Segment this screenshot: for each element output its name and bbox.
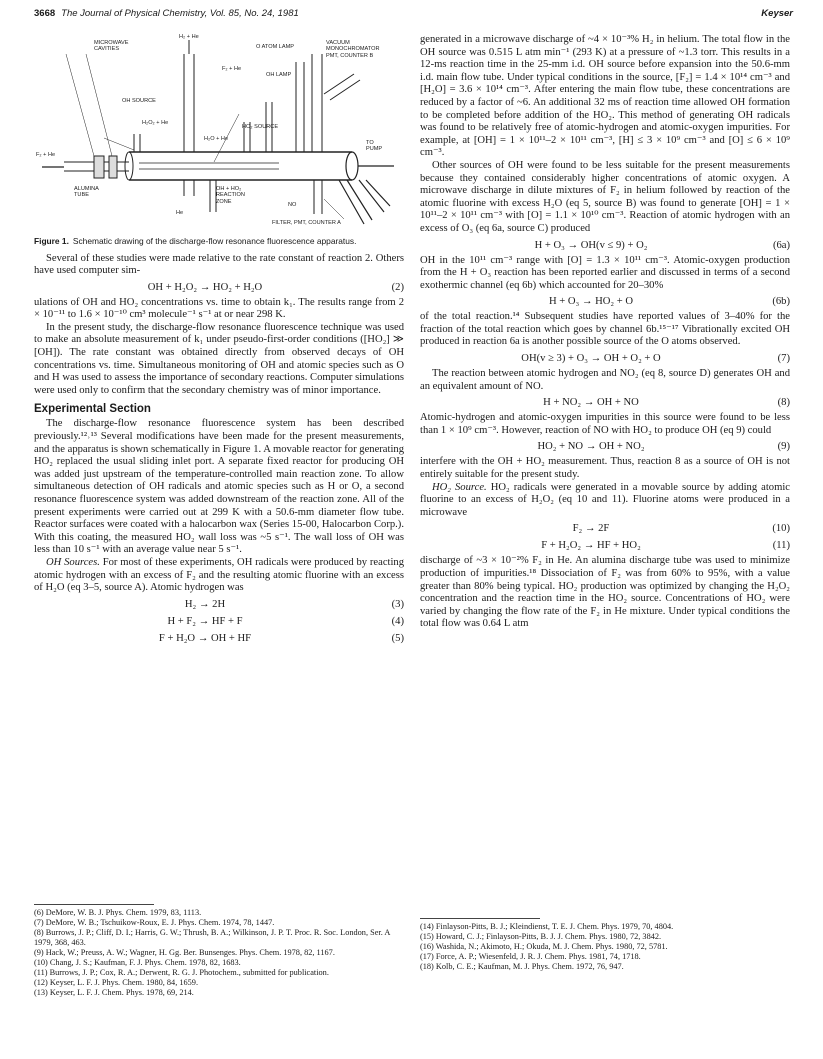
label-o-atom-lamp: O ATOM LAMP: [256, 44, 295, 50]
equation-number: (6a): [772, 239, 790, 251]
equation-text: H + NO₂ → OH + NO: [543, 397, 639, 409]
equation-4: [34, 614, 404, 629]
equation-text: H + F₂ → HF + F: [167, 615, 243, 627]
paragraph: generated in a microwave discharge of ~4 × 10⁻³% H₂ in helium. The total flow in the OH source was 0.515 L atm min⁻¹ (293 K) at a pressure of ~1.3 torr. This results in a 12-ms reaction time in the 25-mm i.d. OH source before expansion into the 50.6-mm i.d. main flow tube. Under typical conditions in the source, [F₂] = 1.4 × 10¹⁴ cm⁻³ and [H₂O] = 3.6 × 10¹⁴ cm⁻³. After entering the main flow tube, these concentrations are reduced by a factor of ~6. An additional 32 ms of reaction time allowed OH formation to be completed before addition of the HO₂. This method of generating OH radicals was found to be relatively free of atomic-hydrogen and atomic-oxygen impurities. For example, at [OH] = 1 × 10¹¹–2 × 10¹¹ cm⁻³, [H] ≤ 3 × 10⁹ cm⁻³ and [O] ≤ 6 × 10⁹ cm⁻³.: [420, 34, 790, 159]
author-header: Keyser: [761, 8, 793, 19]
equation-number: (7): [777, 353, 790, 365]
equation-10: [420, 521, 790, 536]
figure-caption: [34, 236, 404, 247]
footnote-rule: [34, 904, 154, 905]
references-left: [34, 908, 404, 998]
paragraph: Several of these studies were made relative to the rate constant of reaction 2. Others have used computer sim-: [34, 252, 404, 277]
label-to-pump: TO PUMP: [366, 140, 383, 153]
reference-item: (17) Force, A. P.; Wiesenfeld, J. R. J. Chem. Phys. 1981, 74, 1718.: [420, 952, 641, 961]
reference-item: (9) Hack, W.; Preuss, A. W.; Wagner, H. Gg. Ber. Bunsenges. Phys. Chem. 1978, 82, 1167.: [34, 948, 335, 957]
equation-number: (9): [777, 441, 790, 453]
equation-7: [420, 351, 790, 366]
reference-item: (8) Burrows, J. P.; Cliff, D. I.; Harris, G. W.; Thrush, B. A.; Wilkinson, J. P. T. Proc. R. Soc. London, Ser. A 1979, 368, 463.: [34, 928, 390, 947]
paragraph: [420, 482, 790, 520]
footnote-rule: [420, 918, 540, 919]
label-reaction-zone: OH + HO₂ REACTION ZONE: [216, 186, 245, 205]
reference-item: (10) Chang, J. S.; Kaufman, F. J. Phys. Chem. 1978, 82, 1683.: [34, 958, 241, 967]
equation-2: [34, 280, 404, 295]
paragraph: of the total reaction.¹⁴ Subsequent studies have reported values of 3–40% for the fraction of the total reaction which goes by channel 6b.¹⁵⁻¹⁷ Vibrationally excited OH produced in reaction 6a is another possible source of the O atoms observed.: [420, 311, 790, 348]
equation-number: (10): [772, 523, 790, 535]
equation-text: F + H₂O₂ → HF + HO₂: [541, 540, 641, 552]
paragraph: Atomic-hydrogen and atomic-oxygen impurities in this source were found to be less than 1 × 10⁹ cm⁻³. However, reaction of NO with HO₂ to produce OH (eq 9) could: [420, 412, 790, 436]
equation-8: [420, 395, 790, 410]
label-alumina-tube: ALUMINA TUBE: [74, 186, 99, 199]
reference-item: (12) Keyser, L. F. J. Phys. Chem. 1980, 84, 1659.: [34, 978, 199, 987]
paragraph: [34, 557, 404, 595]
equation-text: HO₂ + NO → OH + NO₂: [537, 441, 645, 453]
reference-item: (6) DeMore, W. B. J. Phys. Chem. 1979, 83, 1113.: [34, 908, 202, 917]
equation-6a: [420, 238, 790, 253]
paragraph: In the present study, the discharge-flow resonance fluorescence technique was used to make an absolute measurement of k₁ under pseudo-first-order conditions ([HO₂] ≫ [OH]). The rate constant was obtained directly from observed decays of OH concentrations vs. time. Simultaneous monitoring of OH and atomic species such as O and H was used to assess the importance of secondary reactions. Computer simulations were used only to confirm that the secondary chemistry was of minor importance.: [34, 321, 404, 396]
label-vacuum-monochromator: VACUUM MONOCHROMATOR PMT, COUNTER B: [326, 40, 380, 59]
caption-text: Schematic drawing of the discharge-flow resonance fluorescence apparatus.: [72, 236, 357, 246]
reference-item: (13) Keyser, L. F. J. Chem. Phys. 1978, 69, 214.: [34, 988, 194, 997]
equation-number: (4): [391, 615, 404, 627]
equation-number: (6b): [772, 296, 790, 308]
equation-text: F₂ → 2F: [572, 523, 610, 535]
apparatus-figure: [34, 34, 404, 232]
label-microwave-cavities: MICROWAVE CAVITIES: [94, 40, 129, 53]
paragraph: OH in the 10¹¹ cm⁻³ range with [O] = 1.3 × 10¹¹ cm⁻³. Atomic-oxygen production from the H + O₃ reaction has been reported earlier and discussed in terms of a second exothermic channel (eq 6b) which accounted for 20–30%: [420, 254, 790, 291]
equation-text: H₂ → 2H: [184, 598, 226, 610]
label-oh-source: OH SOURCE: [122, 98, 156, 104]
references-right: [420, 922, 790, 972]
paragraph-text: HO₂ radicals were generated in a movable source by adding atomic fluorine to an excess of H₂O₂ (eq 10 and 11). Fluorine atoms were produced in a microwave: [420, 481, 790, 518]
equation-6b: [420, 294, 790, 309]
reference-item: (14) Finlayson-Pitts, B. J.; Kleindienst, T. E. J. Chem. Phys. 1979, 70, 4804.: [420, 922, 674, 931]
equation-number: (2): [391, 281, 404, 293]
label-h2o-he: H₂O + He: [204, 136, 229, 142]
section-heading: Experimental Section: [34, 403, 151, 416]
caption-label: Figure 1.: [34, 236, 69, 246]
paragraph: discharge of ~3 × 10⁻²% F₂ in He. An alumina discharge tube was used to minimize production of impurities.¹⁸ Dissociation of F₂ was from 60% to 95%, with a value greater than 80% being typical. HO₂ production was optimized by changing the H₂O₂ concentration and the reaction time in the HO₂ source. Concentrations of HO₂ were varied by changing the flow rate of the F₂ in He mixture. Under typical conditions the total flow was 0.64 L atm: [420, 555, 790, 630]
journal-title: The Journal of Physical Chemistry, Vol. 85, No. 24, 1981: [61, 8, 299, 19]
reference-item: (16) Washida, N.; Akimoto, H.; Okuda, M. J. Chem. Phys. 1980, 72, 5781.: [420, 942, 668, 951]
label-filter-pmt: FILTER, PMT, COUNTER A: [272, 220, 341, 226]
label-oh-lamp: OH LAMP: [266, 72, 292, 78]
label-h2o2-he: H₂O₂ + He: [142, 120, 169, 126]
paragraph: interfere with the OH + HO₂ measurement. Thus, reaction 8 as a source of OH is not entirely suitable for the present study.: [420, 456, 790, 481]
paragraph: The discharge-flow resonance fluorescence system has been described previously.¹²˒¹³ Several modifications have been made for the present measurements, and the apparatus is shown schematically in Figure 1. A movable reactor for generating HO₂ replaced the usual sliding inlet port. A separate fixed reactor for producing OH was added just upstream of the temperature-controlled main reaction zone. To allow simultaneous detection of OH radicals and atomic species such as H or O, a second resonance fluorescence system was added downstream of the reaction zone. All of the present experiments were carried out at 299 K with a 50.6-mm diameter flow tube. Reactor surfaces were coated with a halocarbon wax (Series 15-00, Halocarbon Corp.). With this coating, the measured HO₂ wall loss was ~5 s⁻¹. The wall loss of OH was less than 10 s⁻¹ with an average value near 5 s⁻¹.: [34, 418, 404, 556]
equation-3: [34, 597, 404, 612]
label-h2-he: H₂ + He: [179, 34, 199, 40]
right-column: [420, 34, 790, 631]
label-f2-he-top: F₂ + He: [222, 66, 242, 72]
label-no: NO: [288, 202, 297, 208]
paragraph: Other sources of OH were found to be less suitable for the present measurements because they contained considerably higher concentrations of atomic oxygen. A microwave discharge in dilute mixtures of F₂ in helium followed by reaction of the atomic fluorine with excess H₂O (eq 5, source B) was found to generate [OH] = 1 × 10¹¹–2 × 10¹¹ cm⁻³ with [O] = 1.1 × 10¹⁰ cm⁻³. Reaction of atomic hydrogen with an excess of O₃ (eq 6a, source C) produced: [420, 159, 790, 234]
running-header: [34, 8, 299, 19]
reference-item: (15) Howard, C. J.; Finlayson-Pitts, B. J. J. Chem. Phys. 1980, 72, 3842.: [420, 932, 662, 941]
reference-item: (11) Burrows, J. P.; Cox, R. A.; Derwent, R. G. J. Photochem., submitted for publication.: [34, 968, 329, 977]
equation-text: H + O₃ → OH(v ≤ 9) + O₂: [534, 239, 648, 251]
label-he: He: [176, 210, 184, 216]
equation-number: (11): [772, 540, 790, 552]
equation-text: F + H₂O → OH + HF: [158, 632, 252, 644]
paragraph-lead: OH Sources.: [46, 556, 100, 568]
equation-text: H + O₃ → HO₂ + O: [548, 296, 634, 308]
paragraph: ulations of OH and HO₂ concentrations vs. time to obtain k₁. The results range from 2 × 10⁻¹¹ to 1.6 × 10⁻¹⁰ cm³ molecule⁻¹ s⁻¹ at or near 298 K.: [34, 296, 404, 321]
left-column: [34, 34, 404, 648]
reference-item: (7) DeMore, W. B.; Tschuikow-Roux, E. J. Phys. Chem. 1974, 78, 1447.: [34, 918, 275, 927]
paragraph-text: For most of these experiments, OH radicals were produced by reacting atomic hydrogen with an excess of F₂ and the resulting atomic fluorine with an excess of H₂O (eq 3–5, source A). Atomic hydrogen was: [34, 556, 404, 594]
equation-number: (5): [391, 632, 404, 644]
equation-9: [420, 439, 790, 454]
equation-text: OH(v ≥ 3) + O₃ → OH + O₂ + O: [521, 353, 661, 365]
paragraph: The reaction between atomic hydrogen and NO₂ (eq 8, source D) generates OH and an equivalent amount of NO.: [420, 368, 790, 392]
reference-item: (18) Kolb, C. E.; Kaufman, M. J. Phys. Chem. 1972, 76, 947.: [420, 962, 624, 971]
page-number: 3668: [34, 8, 56, 19]
equation-number: (3): [391, 598, 404, 610]
equation-number: (8): [777, 397, 790, 409]
label-f2-he-left: F₂ + He: [36, 152, 56, 158]
label-ho2-source: HO₂ SOURCE: [242, 124, 279, 130]
equation-text: OH + H₂O₂ → HO₂ + H₂O: [147, 281, 263, 293]
equation-5: [34, 631, 404, 646]
equation-11: [420, 538, 790, 553]
paragraph-lead: HO₂ Source.: [432, 481, 487, 493]
